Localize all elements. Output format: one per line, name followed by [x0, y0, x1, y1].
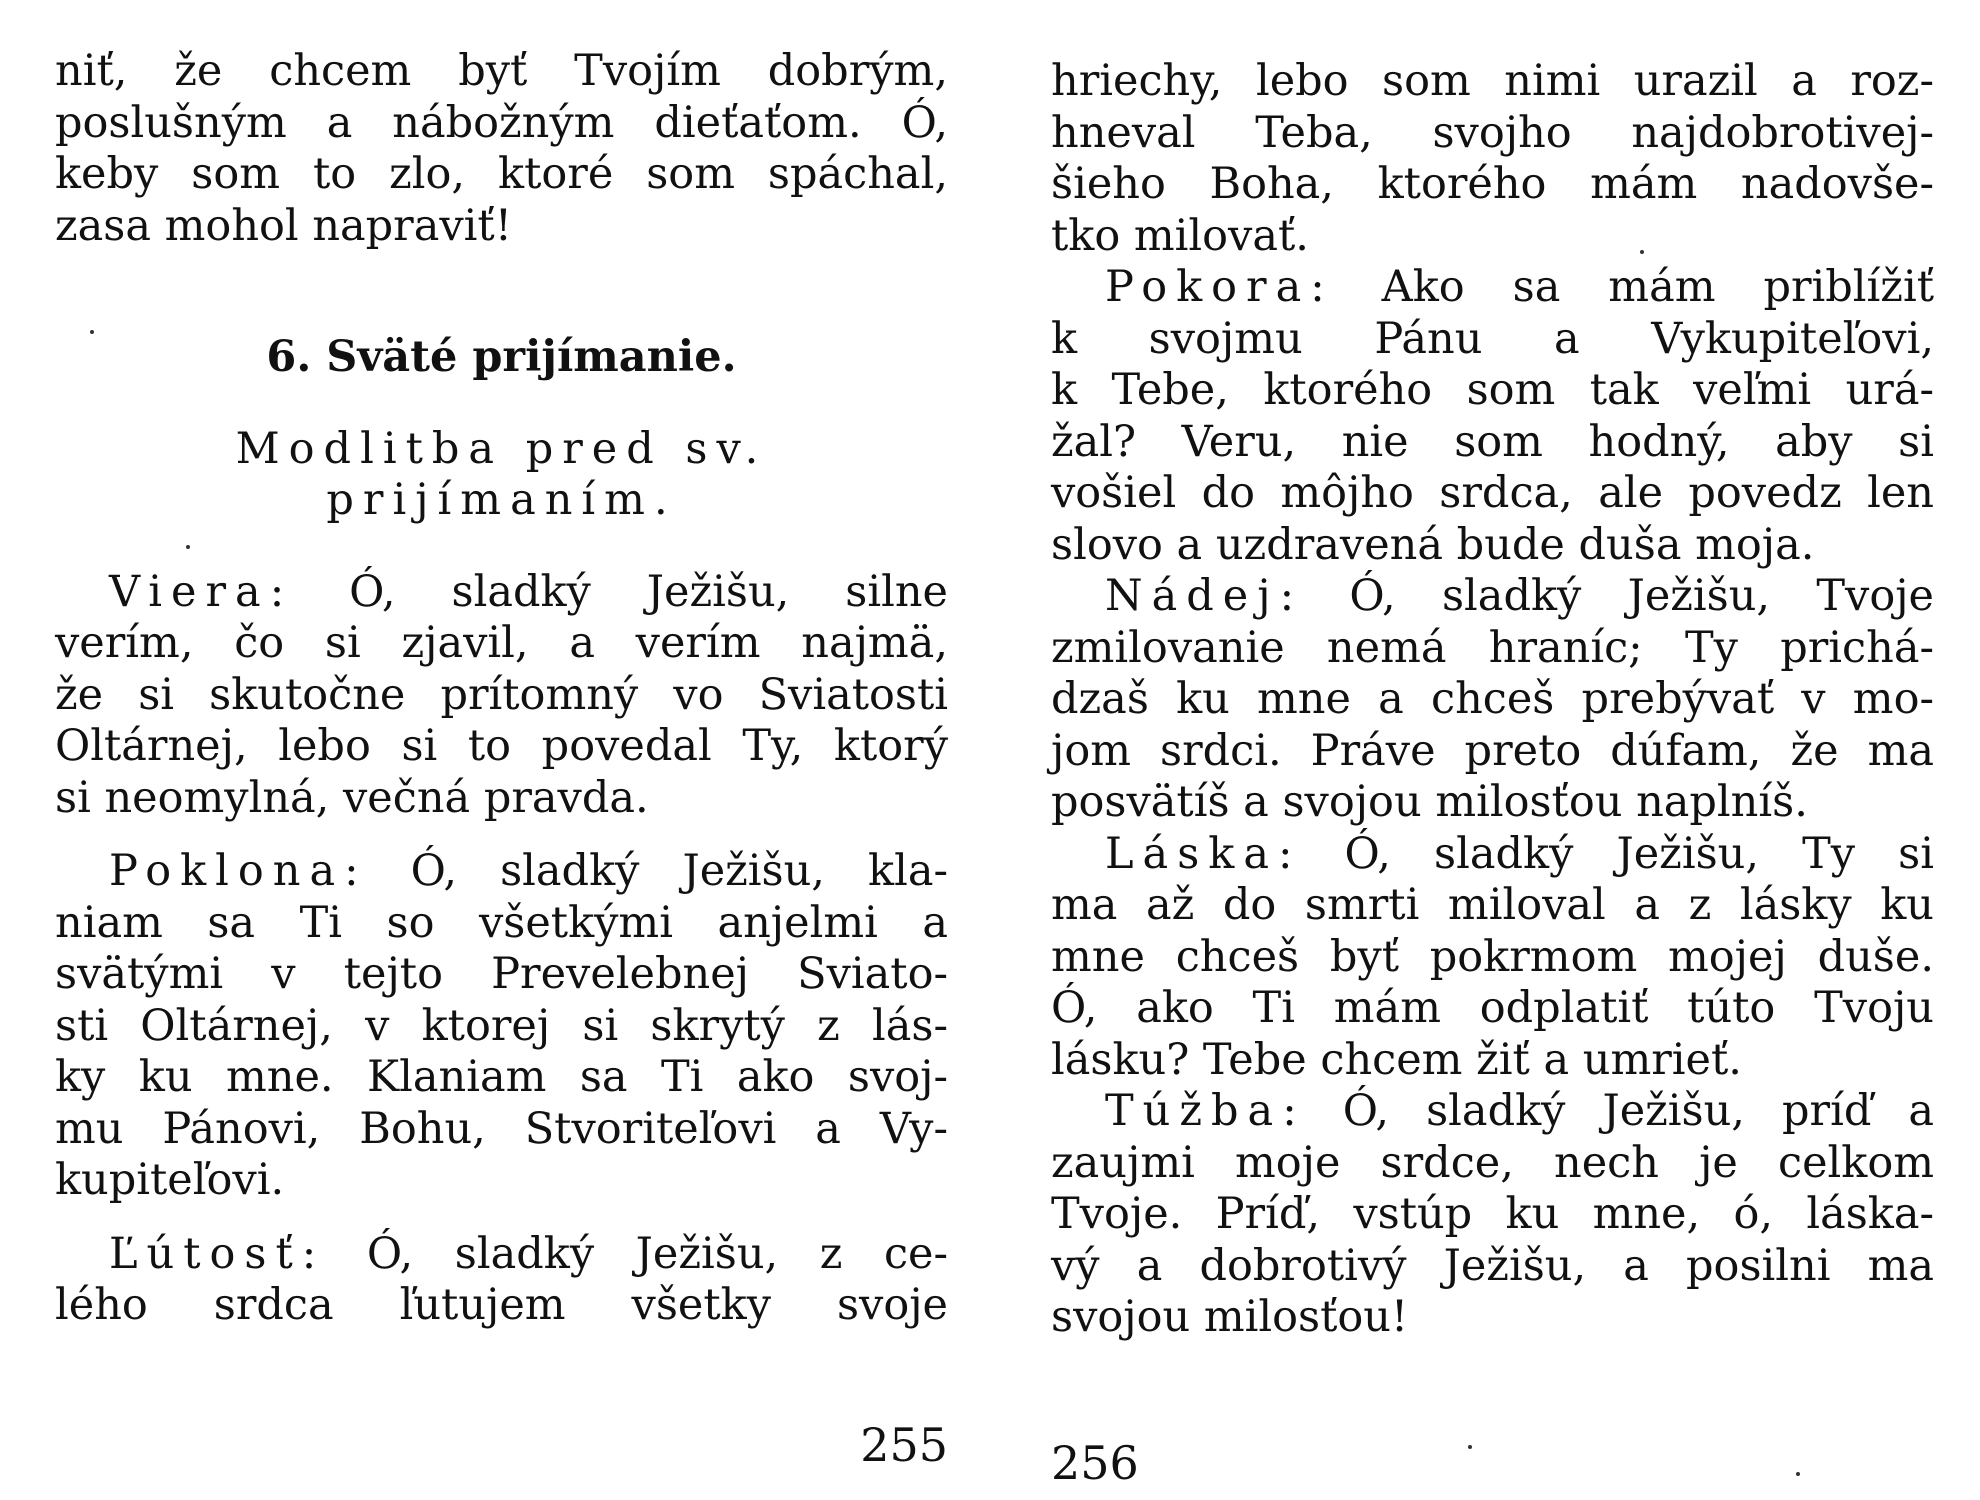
- pokora-paragraph-start: [1051, 262, 1934, 314]
- text-line: posvätíš a svojou milosťou naplníš.: [1051, 777, 1808, 827]
- text-line: slovo a uzdravená bude duša moja.: [1051, 519, 1815, 570]
- text-line: mne chceš byť pokrmom mojej duše.: [1051, 931, 1934, 982]
- text-line: lásku? Tebe chcem žiť a umrieť.: [1051, 1034, 1742, 1085]
- nadej-paragraph-start: [1051, 571, 1934, 623]
- tuzba-label: Túžba:: [1105, 1086, 1306, 1136]
- text-line: poslušným a nábožným dieťaťom. Ó,: [55, 97, 948, 148]
- laska-first-line: Ó, sladký Ježišu, Ty si: [1344, 828, 1934, 879]
- text-line: k svojmu Pánu a Vykupiteľovi,: [1051, 313, 1934, 364]
- tuzba-first-line: Ó, sladký Ježišu, príď a: [1342, 1086, 1934, 1136]
- scan-speck: [1468, 1445, 1472, 1449]
- text-line: šieho Boha, ktorého mám nadovše-: [1051, 159, 1934, 209]
- lutost-label: Ľútosť:: [109, 1228, 326, 1279]
- scan-speck: [1796, 1472, 1800, 1476]
- text-line: vošiel do môjho srdca, ale povedz len: [1051, 468, 1934, 518]
- text-line: Tvoje. Príď, vstúp ku mne, ó, láska-: [1051, 1189, 1934, 1239]
- viera-label: Viera:: [109, 566, 294, 617]
- text-line: ky ku mne. Klaniam sa Ti ako svoj-: [55, 1052, 948, 1102]
- page-number-left: 255: [860, 1418, 948, 1472]
- text-line: hriechy, lebo som nimi urazil a roz-: [1051, 56, 1934, 106]
- text-line: Oltárnej, lebo si to povedal Ty, ktorý: [55, 721, 948, 771]
- lutost-first-line: Ó, sladký Ježišu, z ce-: [366, 1228, 949, 1279]
- text-line: zmilovanie nemá hraníc; Ty prichá-: [1051, 622, 1934, 673]
- text-line: niam sa Ti so všetkými anjelmi a: [55, 897, 948, 948]
- text-line: Ó, ako Ti mám odplatiť túto Tvoju: [1051, 983, 1934, 1033]
- text-line: hneval Teba, svojho najdobrotivej-: [1051, 107, 1934, 158]
- text-line: dzaš ku mne a chceš prebývať v mo-: [1051, 674, 1934, 724]
- left-page: [55, 0, 948, 1500]
- scan-speck: [90, 330, 94, 334]
- text-line: vý a dobrotivý Ježišu, a posilni ma: [1051, 1240, 1934, 1291]
- viera-paragraph-start: [55, 567, 948, 619]
- text-line: mu Pánovi, Bohu, Stvoriteľovi a Vy-: [55, 1103, 948, 1154]
- text-line: lého srdca ľutujem všetky svoje: [55, 1280, 948, 1330]
- poklona-label: Poklona:: [109, 846, 368, 896]
- laska-label: Láska:: [1105, 828, 1302, 879]
- prayer-subheading-line-2: prijímaním.: [326, 475, 677, 525]
- nadej-first-line: Ó, sladký Ježišu, Tvoje: [1349, 571, 1934, 621]
- text-line: jom srdci. Práve preto dúfam, že ma: [1051, 725, 1934, 776]
- scan-speck: [1640, 250, 1644, 254]
- text-line: k Tebe, ktorého som tak veľmi urá-: [1051, 365, 1934, 415]
- text-line: niť, že chcem byť Tvojím dobrým,: [55, 46, 948, 96]
- text-line: kupiteľovi.: [55, 1155, 285, 1205]
- nadej-label: Nádej:: [1105, 571, 1304, 621]
- pokora-first-line: Ako sa mám priblížiť: [1381, 262, 1934, 312]
- text-line: žal? Veru, nie som hodný, aby si: [1051, 416, 1934, 467]
- lutost-paragraph-start: [55, 1229, 948, 1281]
- tuzba-paragraph-start: [1051, 1086, 1934, 1138]
- viera-first-line: Ó, sladký Ježišu, silne: [349, 566, 948, 617]
- text-line: sti Oltárnej, v ktorej si skrytý z lás-: [55, 1000, 948, 1051]
- text-line: tko milovať.: [1051, 210, 1309, 261]
- text-line: zaujmi moje srdce, nech je celkom: [1051, 1137, 1934, 1188]
- prayer-subheading-line-1: Modlitba pred sv.: [235, 423, 768, 474]
- text-line: verím, čo si zjavil, a verím najmä,: [55, 618, 948, 668]
- text-line: svojou milosťou!: [1051, 1292, 1409, 1342]
- text-line: ma až do smrti miloval a z lásky ku: [1051, 880, 1934, 930]
- text-line: svätými v tejto Prevelebnej Sviato-: [55, 949, 948, 999]
- text-line: keby som to zlo, ktoré som spáchal,: [55, 149, 948, 199]
- page-number-right: 256: [1051, 1436, 1139, 1490]
- text-line: zasa mohol napraviť!: [55, 200, 512, 251]
- poklona-paragraph-start: [55, 846, 948, 898]
- left-page-text: [55, 46, 948, 1332]
- laska-paragraph-start: [1051, 829, 1934, 881]
- right-page: [1051, 0, 1934, 1500]
- poklona-first-line: Ó, sladký Ježišu, kla-: [410, 846, 948, 896]
- right-page-text: [1051, 56, 1934, 1344]
- pokora-label: Pokora:: [1105, 262, 1334, 312]
- section-heading: 6. Sväté prijímanie.: [266, 332, 737, 382]
- text-line: že si skutočne prítomný vo Sviatosti: [55, 669, 948, 720]
- text-line: si neomylná, večná pravda.: [55, 772, 649, 823]
- scan-speck: [186, 545, 190, 549]
